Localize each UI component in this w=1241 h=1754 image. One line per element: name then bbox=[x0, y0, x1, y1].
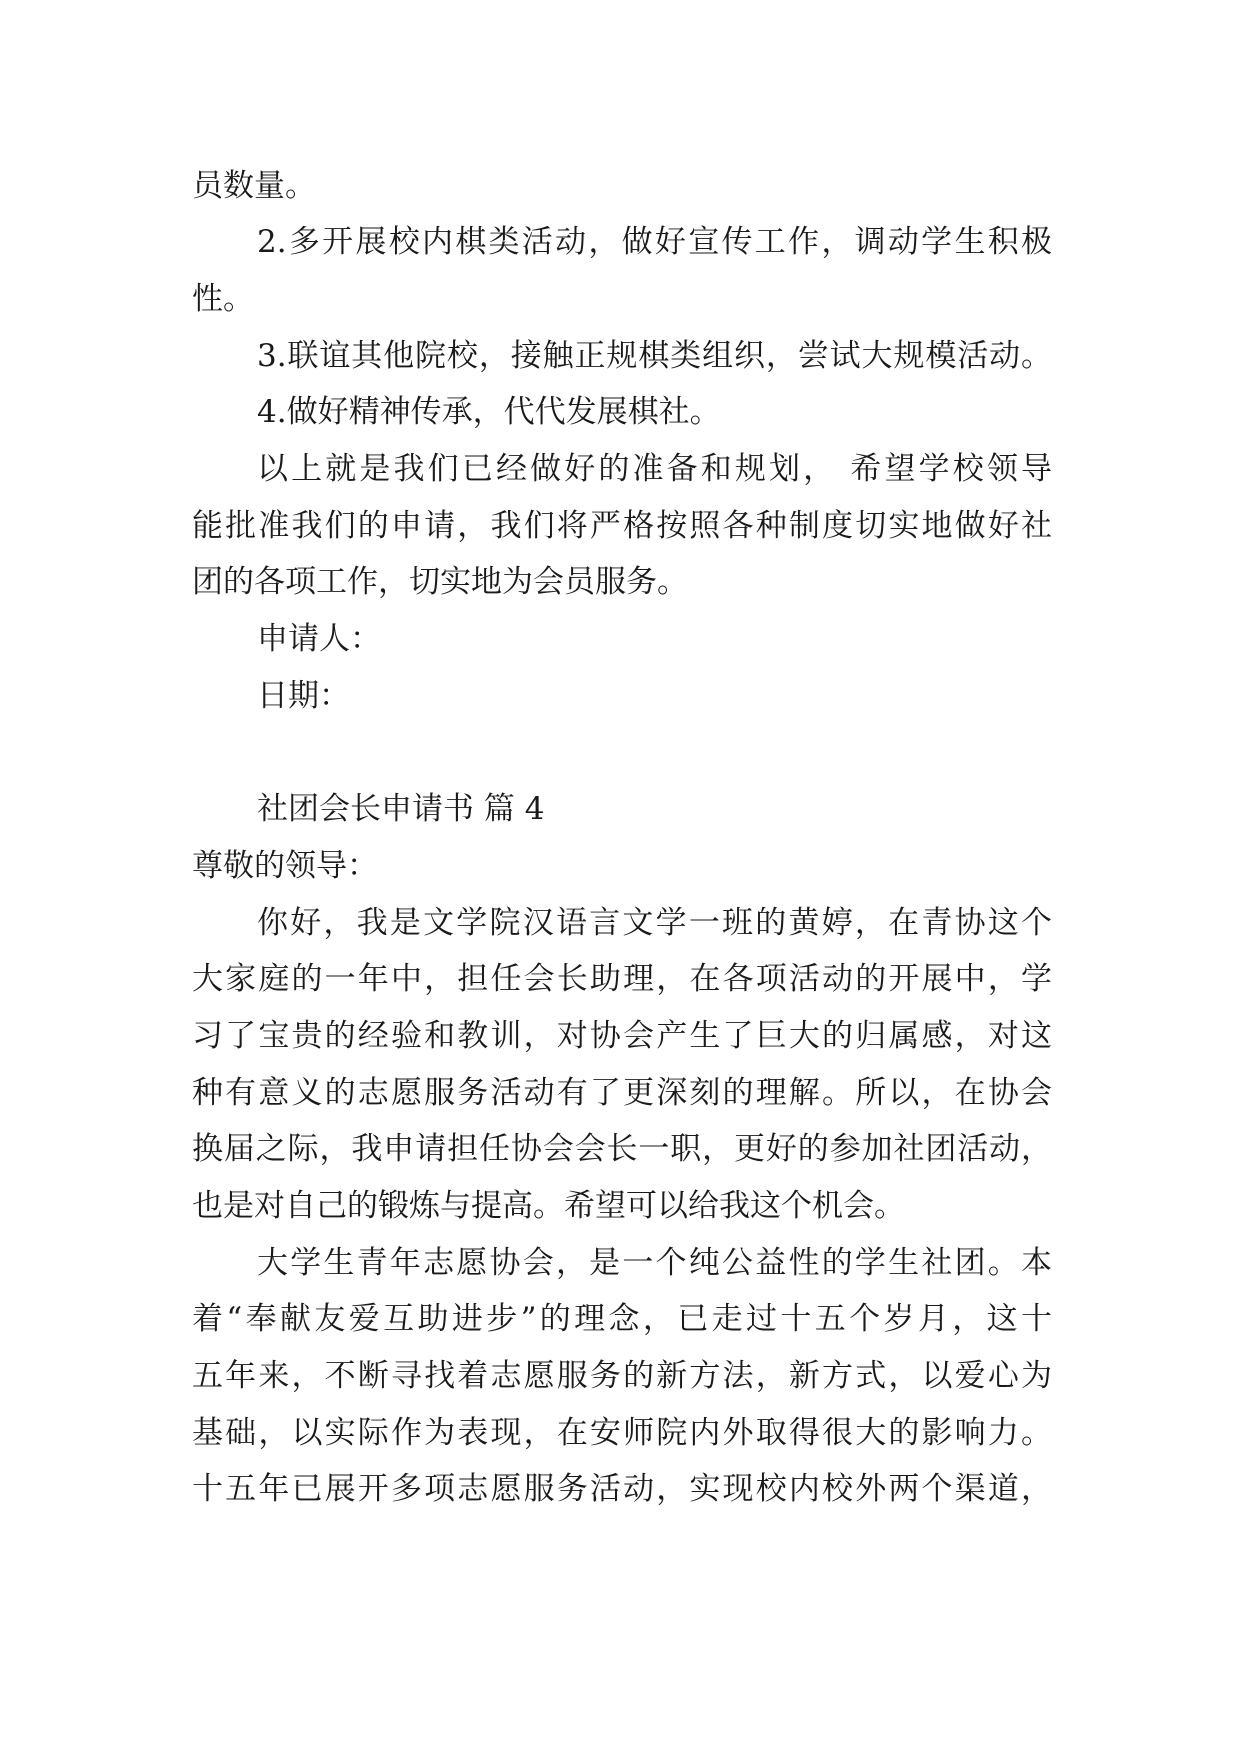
text-line: 着“奉献友爱互助进步”的理念，已走过十五个岁月，这十 bbox=[192, 1301, 1052, 1337]
text-line: 性。 bbox=[192, 281, 254, 317]
applicant-label: 申请人： bbox=[257, 621, 381, 657]
text-line: 以上就是我们已经做好的准备和规划， 希望学校领导 bbox=[257, 451, 1052, 487]
text-line: 3.联谊其他院校，接触正规棋类组织，尝试大规模活动。 bbox=[257, 338, 1052, 374]
text-line: 换届之际，我申请担任协会会长一职，更好的参加社团活动， bbox=[192, 1131, 1052, 1167]
date-label: 日期： bbox=[257, 678, 350, 714]
text-line: 大家庭的一年中，担任会长助理，在各项活动的开展中，学 bbox=[192, 961, 1052, 997]
text-line: 习了宝贵的经验和教训，对协会产生了巨大的归属感，对这 bbox=[192, 1018, 1052, 1054]
text-line: 4.做好精神传承，代代发展棋社。 bbox=[257, 394, 721, 430]
salutation: 尊敬的领导： bbox=[192, 848, 378, 884]
section-heading: 社团会长申请书 篇 4 bbox=[257, 791, 545, 827]
text-line: 能批准我们的申请，我们将严格按照各种制度切实地做好社 bbox=[192, 508, 1052, 544]
text-line: 种有意义的志愿服务活动有了更深刻的理解。所以，在协会 bbox=[192, 1075, 1052, 1111]
text-line: 也是对自己的锻炼与提高。希望可以给我这个机会。 bbox=[192, 1188, 905, 1224]
text-line: 基础，以实际作为表现，在安师院内外取得很大的影响力。 bbox=[192, 1415, 1052, 1451]
text-line: 大学生青年志愿协会，是一个纯公益性的学生社团。本 bbox=[257, 1245, 1052, 1281]
text-line: 五年来，不断寻找着志愿服务的新方法，新方式，以爱心为 bbox=[192, 1358, 1052, 1394]
text-line: 十五年已展开多项志愿服务活动，实现校内校外两个渠道， bbox=[192, 1471, 1052, 1507]
text-line: 员数量。 bbox=[192, 168, 316, 204]
text-line: 团的各项工作，切实地为会员服务。 bbox=[192, 564, 688, 600]
text-line: 你好，我是文学院汉语言文学一班的黄婷，在青协这个 bbox=[257, 905, 1052, 941]
text-line: 2.多开展校内棋类活动，做好宣传工作，调动学生积极 bbox=[257, 224, 1052, 260]
